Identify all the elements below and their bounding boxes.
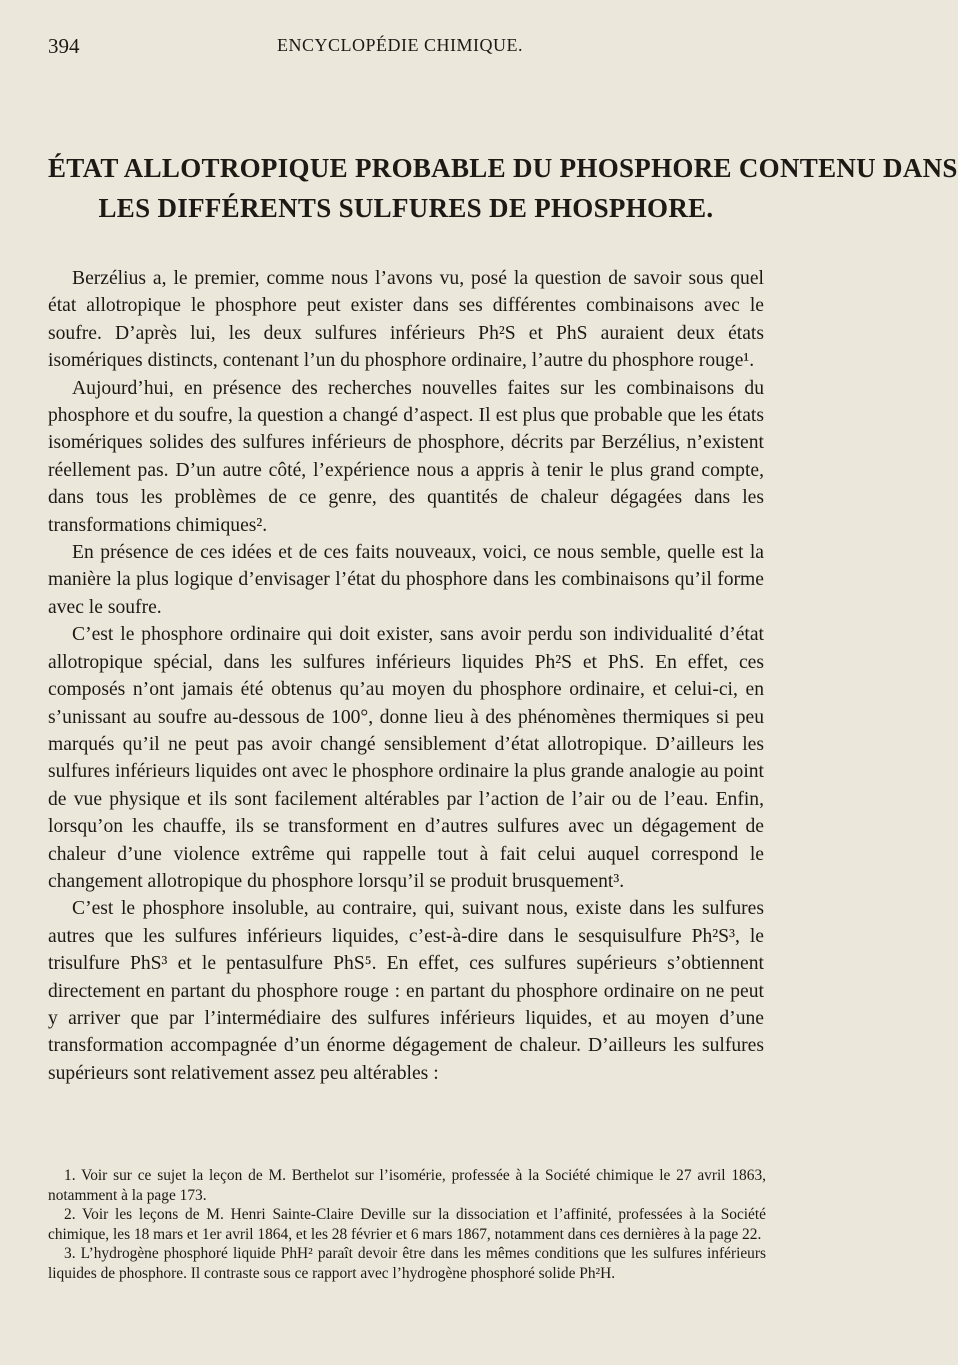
paragraph: Aujourd’hui, en présence des recherches nouvelles faites sur les combinaisons du phosphore et du soufre, la question a changé d’aspect. Il est plus que probable que les états isomériques solides des sulfures inférieurs de phosphore, décrits par Berzélius, n’existent réellement pas. D’un autre côté, l’expérience nous a appris à tenir le plus grand compte, dans tous les problèmes de ce genre, des quantités de chaleur dégagées dans les transformations chimiques². bbox=[48, 377, 764, 536]
footnote: 3. L’hydrogène phosphoré liquide PhH² paraît devoir être dans les mêmes conditions que les sulfures inférieurs liquides de phosphore. Il contraste sous ce rapport avec l’hydrogène phosphoré solide Ph²H. bbox=[48, 1245, 766, 1282]
page-number: 394 bbox=[48, 34, 80, 58]
paragraph: Berzélius a, le premier, comme nous l’avons vu, posé la question de savoir sous quel état allotropique le phosphore peut exister dans ses différentes combinaisons avec le soufre. D’après lui, les deux sulfures inférieurs Ph²S et PhS auraient deux états isomériques distincts, contenant l’un du phosphore ordinaire, l’autre du phosphore rouge¹. bbox=[48, 268, 764, 372]
footnote: 1. Voir sur ce sujet la leçon de M. Berthelot sur l’isomérie, professée à la Société chimique le 27 avril 1863, notamment à la page 173. bbox=[48, 1167, 766, 1204]
section-title-line-1: ÉTAT ALLOTROPIQUE PROBABLE DU PHOSPHORE CONTENU DANS bbox=[48, 153, 958, 183]
footnotes bbox=[48, 1166, 766, 1284]
page-header bbox=[48, 34, 752, 64]
running-head: ENCYCLOPÉDIE CHIMIQUE. bbox=[277, 35, 523, 55]
paragraph: C’est le phosphore ordinaire qui doit exister, sans avoir perdu son individualité d’état allotropique spécial, dans les sulfures inférieurs liquides Ph²S et PhS. En effet, ces composés n’ont jamais été obtenus qu’au moyen du phosphore ordinaire, et celui-ci, en s’unissant au soufre au-dessous de 100°, donne lieu à des phénomènes thermiques si peu marqués qu’il ne peut pas avoir changé sensiblement d’état allotropique. D’ailleurs les sulfures inférieurs liquides ont avec le phosphore ordinaire la plus grande analogie au point de vue physique et ils sont facilement altérables par l’action de l’air ou de l’eau. Enfin, lorsqu’on les chauffe, ils se transforment en d’autres sulfures avec un dégagement de chaleur d’une violence extrême qui rappelle tout à fait celui auquel correspond le changement allotropique du phosphore lorsqu’il se produit brusquement³. bbox=[48, 624, 764, 892]
paragraph: En présence de ces idées et de ces faits nouveaux, voici, ce nous semble, quelle est la manière la plus logique d’envisager l’état du phosphore dans les combinaisons qu’il forme avec le soufre. bbox=[48, 542, 764, 618]
section-title-line-2: LES DIFFÉRENTS SULFURES DE PHOSPHORE. bbox=[98, 193, 714, 223]
paragraph: C’est le phosphore insoluble, au contraire, qui, suivant nous, existe dans les sulfures autres que les sulfures inférieurs liquides, c’est-à-dire dans le sesquisulfure Ph²S³, le trisulfure PhS³ et le pentasulfure PhS⁵. En effet, ces sulfures supérieurs s’obtiennent directement en partant du phosphore rouge : en partant du phosphore ordinaire on ne peut y arriver que par l’intermédiaire des sulfures inférieurs liquides, et au moyen d’une transformation accompagnée d’un énorme dégagement de chaleur. D’ailleurs les sulfures supérieurs sont relativement assez peu altérables : bbox=[48, 898, 764, 1084]
body-text bbox=[48, 265, 764, 1087]
section-title bbox=[48, 148, 958, 228]
footnote: 2. Voir les leçons de M. Henri Sainte-Claire Deville sur la dissociation et l’affinité, professées à la Société chimique, les 18 mars et 1er avril 1864, et les 28 février et 6 mars 1867, notamment dans ces dernières à la page 22. bbox=[48, 1206, 766, 1243]
